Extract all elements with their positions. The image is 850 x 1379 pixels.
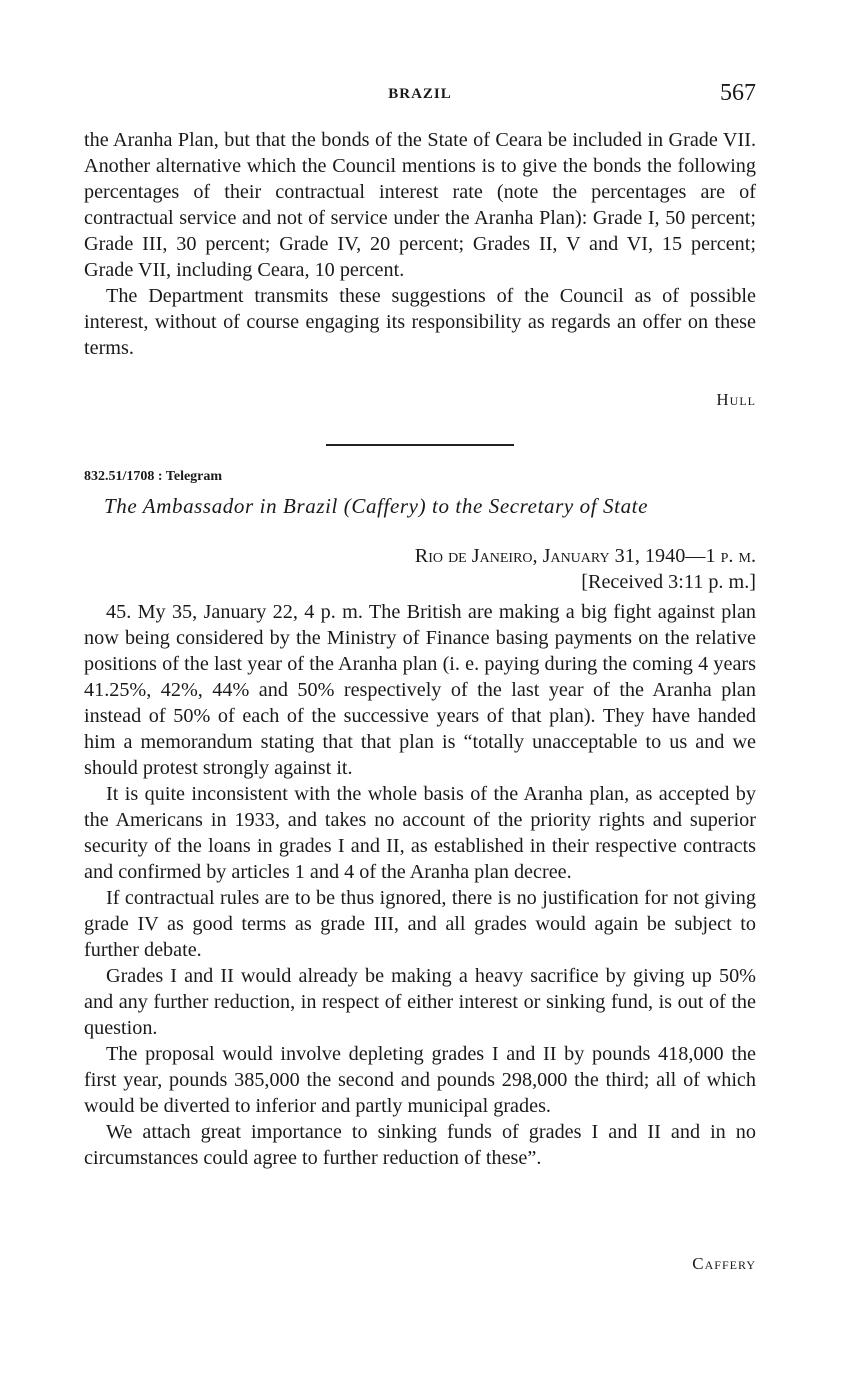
page-header: [84, 80, 756, 114]
section-divider: [326, 444, 514, 446]
body-paragraph: The proposal would involve depleting grades I and II by pounds 418,000 the first year, pounds 385,000 the second and pounds 298,000 the third; all of which would be diverted to inferior and partly municipal grades.: [84, 1043, 756, 1117]
department-paragraph: The Department transmits these suggestions of the Council as of possible interest, without of course engaging its responsibility as regards an offer on these terms.: [84, 285, 756, 359]
dateline-place-date: Rio de Janeiro, January 31, 1940—1 p. m.: [414, 545, 756, 567]
body-paragraph: Grades I and II would already be making a heavy sacrifice by giving up 50% and any further reduction, in respect of either interest or sinking fund, is out of the question.: [84, 965, 756, 1039]
dateline-received: [Received 3:11 p. m.]: [581, 571, 756, 593]
running-head: BRAZIL: [388, 86, 452, 102]
continued-paragraph: the Aranha Plan, but that the bonds of the State of Ceara be included in Grade VII. Another alternative which the Council mentions is to give the bonds the following percentages of their contractual interest rate (note the percentages are of contractual service and not of service under the Aranha Plan): Grade I, 50 percent; Grade III, 30 percent; Grade IV, 20 percent; Grades II, V and VI, 15 percent; Grade VII, including Ceara, 10 percent.: [84, 129, 756, 281]
body-paragraph: 45. My 35, January 22, 4 p. m. The British are making a big fight against plan now being considered by the Ministry of Finance basing payments on the relative positions of the last year of the Aranha plan (i. e. paying during the coming 4 years 41.25%, 42%, 44% and 50% respectively of the last year of the Aranha plan instead of 50% of each of the successive years of that plan). They have handed him a memorandum stating that that plan is “totally unacceptable to us and we should protest strongly against it.: [84, 601, 756, 779]
signature-caffery: Caffery: [692, 1254, 756, 1273]
body-paragraph: It is quite inconsistent with the whole basis of the Aranha plan, as accepted by the Americans in 1933, and takes no account of the priority rights and superior security of the loans in grades I and II, as established in their respective contracts and confirmed by articles 1 and 4 of the Aranha plan decree.: [84, 783, 756, 883]
page-number: 567: [720, 80, 756, 106]
top-text-block: [84, 127, 756, 361]
dateline: [415, 543, 756, 595]
body-paragraph: We attach great importance to sinking funds of grades I and II and in no circumstances could agree to further reduction of these”.: [84, 1121, 756, 1169]
file-reference: 832.51/1708 : Telegram: [84, 469, 223, 484]
document-title: The Ambassador in Brazil (Caffery) to the Secretary of State: [104, 494, 649, 518]
body-paragraph: If contractual rules are to be thus ignored, there is no justification for not giving grade IV as good terms as grade III, and all grades would again be subject to further debate.: [84, 887, 756, 961]
telegram-body: [84, 599, 756, 1171]
signature-hull: Hull: [716, 390, 756, 409]
